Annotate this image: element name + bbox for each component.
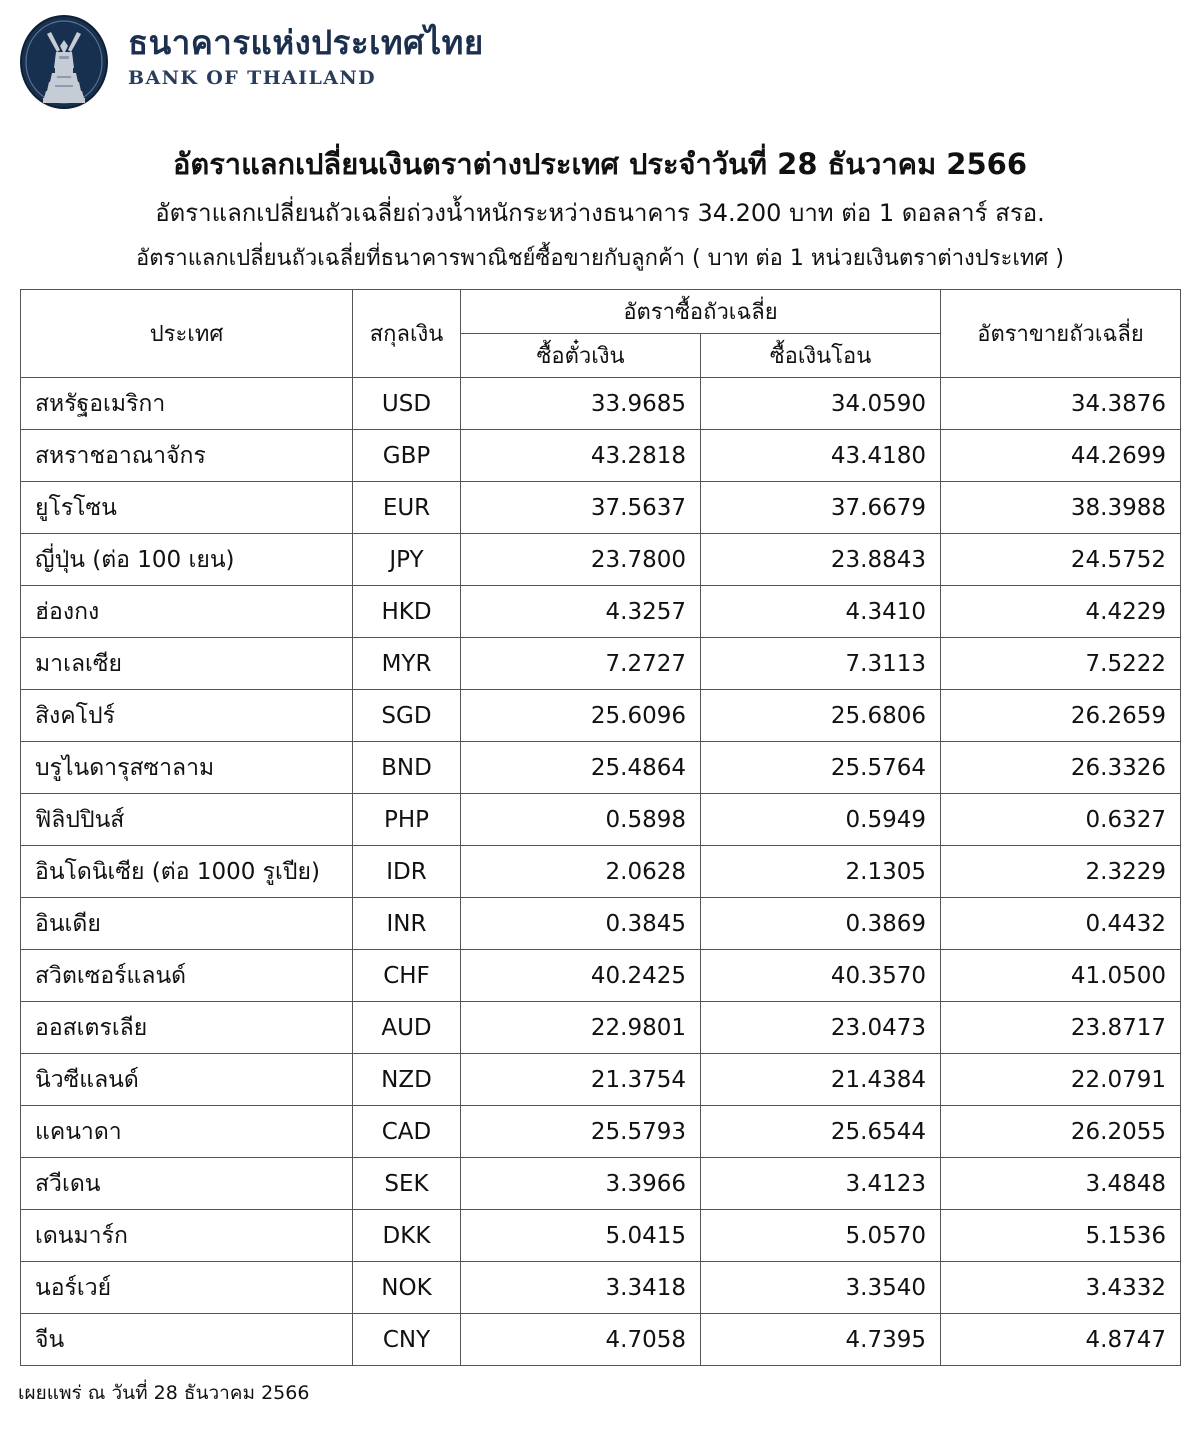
table-row (21, 846, 1181, 898)
table-row (21, 1262, 1181, 1314)
table-row (21, 638, 1181, 690)
cell-sell-rate: 24.5752 (941, 534, 1181, 586)
cell-currency-code: USD (353, 378, 461, 430)
cell-sell-rate: 23.8717 (941, 1002, 1181, 1054)
cell-buy-transfer: 3.4123 (701, 1158, 941, 1210)
cell-sell-rate: 34.3876 (941, 378, 1181, 430)
cell-sell-rate: 0.4432 (941, 898, 1181, 950)
cell-country: สหราชอาณาจักร (21, 430, 353, 482)
cell-buy-bill: 2.0628 (461, 846, 701, 898)
cell-buy-bill: 23.7800 (461, 534, 701, 586)
cell-currency-code: MYR (353, 638, 461, 690)
cell-buy-transfer: 25.6544 (701, 1106, 941, 1158)
cell-currency-code: SGD (353, 690, 461, 742)
cell-currency-code: GBP (353, 430, 461, 482)
cell-buy-bill: 0.3845 (461, 898, 701, 950)
cell-buy-transfer: 4.7395 (701, 1314, 941, 1366)
cell-buy-bill: 40.2425 (461, 950, 701, 1002)
cell-country: นิวซีแลนด์ (21, 1054, 353, 1106)
table-row (21, 586, 1181, 638)
cell-country: เดนมาร์ก (21, 1210, 353, 1262)
cell-buy-bill: 3.3418 (461, 1262, 701, 1314)
cell-country: ออสเตรเลีย (21, 1002, 353, 1054)
cell-buy-transfer: 40.3570 (701, 950, 941, 1002)
cell-buy-bill: 25.6096 (461, 690, 701, 742)
publication-note: เผยแพร่ ณ วันที่ 28 ธันวาคม 2566 (18, 1382, 310, 1405)
cell-sell-rate: 4.8747 (941, 1314, 1181, 1366)
table-row (21, 534, 1181, 586)
brand-name-english: BANK OF THAILAND (128, 67, 377, 90)
cell-country: จีน (21, 1314, 353, 1366)
cell-sell-rate: 26.3326 (941, 742, 1181, 794)
cell-buy-transfer: 7.3113 (701, 638, 941, 690)
cell-currency-code: CHF (353, 950, 461, 1002)
title-block (0, 118, 1200, 273)
brand-name-thai: ธนาคารแห่งประเทศไทย (128, 23, 484, 62)
cell-currency-code: HKD (353, 586, 461, 638)
cell-sell-rate: 2.3229 (941, 846, 1181, 898)
cell-buy-transfer: 2.1305 (701, 846, 941, 898)
cell-currency-code: INR (353, 898, 461, 950)
commercial-bank-rate-subtitle: อัตราแลกเปลี่ยนถัวเฉลี่ยที่ธนาคารพาณิชย์ซื้อขายกับลูกค้า ( บาท ต่อ 1 หน่วยเงินตราต่างประเทศ ) (136, 245, 1064, 271)
cell-buy-bill: 4.3257 (461, 586, 701, 638)
cell-buy-transfer: 0.5949 (701, 794, 941, 846)
column-header-currency: สกุลเงิน (353, 290, 461, 378)
column-header-buy-transfer: ซื้อเงินโอน (701, 334, 941, 378)
cell-currency-code: NOK (353, 1262, 461, 1314)
cell-currency-code: CNY (353, 1314, 461, 1366)
cell-country: ญี่ปุ่น (ต่อ 100 เยน) (21, 534, 353, 586)
cell-country: บรูไนดารุสซาลาม (21, 742, 353, 794)
cell-buy-transfer: 0.3869 (701, 898, 941, 950)
brand-text (128, 12, 484, 88)
cell-buy-transfer: 25.6806 (701, 690, 941, 742)
cell-country: อินโดนิเซีย (ต่อ 1000 รูเปีย) (21, 846, 353, 898)
table-body (21, 378, 1181, 1366)
table-row (21, 742, 1181, 794)
cell-sell-rate: 41.0500 (941, 950, 1181, 1002)
cell-country: สวิตเซอร์แลนด์ (21, 950, 353, 1002)
bank-of-thailand-seal-icon (16, 12, 112, 112)
table-row (21, 1054, 1181, 1106)
table-row (21, 950, 1181, 1002)
cell-buy-transfer: 3.3540 (701, 1262, 941, 1314)
column-header-country: ประเทศ (21, 290, 353, 378)
exchange-rate-table-container (20, 289, 1180, 1366)
cell-sell-rate: 38.3988 (941, 482, 1181, 534)
cell-currency-code: IDR (353, 846, 461, 898)
table-row (21, 1106, 1181, 1158)
interbank-rate-subtitle: อัตราแลกเปลี่ยนถัวเฉลี่ยถ่วงน้ำหนักระหว่างธนาคาร 34.200 บาท ต่อ 1 ดอลลาร์ สรอ. (155, 198, 1045, 227)
cell-currency-code: CAD (353, 1106, 461, 1158)
cell-buy-transfer: 43.4180 (701, 430, 941, 482)
cell-country: แคนาดา (21, 1106, 353, 1158)
cell-currency-code: AUD (353, 1002, 461, 1054)
cell-buy-transfer: 34.0590 (701, 378, 941, 430)
cell-sell-rate: 5.1536 (941, 1210, 1181, 1262)
cell-buy-bill: 5.0415 (461, 1210, 701, 1262)
cell-sell-rate: 0.6327 (941, 794, 1181, 846)
cell-country: ฟิลิปปินส์ (21, 794, 353, 846)
cell-sell-rate: 4.4229 (941, 586, 1181, 638)
table-row (21, 430, 1181, 482)
exchange-rate-table (20, 289, 1181, 1366)
table-row (21, 1210, 1181, 1262)
cell-buy-transfer: 25.5764 (701, 742, 941, 794)
cell-buy-transfer: 4.3410 (701, 586, 941, 638)
cell-buy-transfer: 23.0473 (701, 1002, 941, 1054)
table-row (21, 690, 1181, 742)
cell-currency-code: PHP (353, 794, 461, 846)
cell-country: ยูโรโซน (21, 482, 353, 534)
cell-buy-bill: 37.5637 (461, 482, 701, 534)
cell-sell-rate: 3.4848 (941, 1158, 1181, 1210)
column-header-buy-bill: ซื้อตั๋วเงิน (461, 334, 701, 378)
cell-buy-transfer: 23.8843 (701, 534, 941, 586)
cell-country: สหรัฐอเมริกา (21, 378, 353, 430)
table-row (21, 794, 1181, 846)
cell-currency-code: NZD (353, 1054, 461, 1106)
cell-buy-bill: 0.5898 (461, 794, 701, 846)
cell-buy-bill: 43.2818 (461, 430, 701, 482)
cell-currency-code: JPY (353, 534, 461, 586)
cell-country: มาเลเซีย (21, 638, 353, 690)
cell-buy-bill: 22.9801 (461, 1002, 701, 1054)
table-row (21, 482, 1181, 534)
cell-currency-code: DKK (353, 1210, 461, 1262)
cell-buy-bill: 25.4864 (461, 742, 701, 794)
cell-sell-rate: 44.2699 (941, 430, 1181, 482)
cell-buy-bill: 25.5793 (461, 1106, 701, 1158)
cell-currency-code: BND (353, 742, 461, 794)
cell-buy-transfer: 21.4384 (701, 1054, 941, 1106)
cell-country: สวีเดน (21, 1158, 353, 1210)
cell-buy-bill: 3.3966 (461, 1158, 701, 1210)
page-title: อัตราแลกเปลี่ยนเงินตราต่างประเทศ ประจำวันที่ 28 ธันวาคม 2566 (172, 147, 1028, 181)
cell-country: อินเดีย (21, 898, 353, 950)
cell-sell-rate: 26.2055 (941, 1106, 1181, 1158)
cell-country: สิงคโปร์ (21, 690, 353, 742)
cell-sell-rate: 22.0791 (941, 1054, 1181, 1106)
cell-sell-rate: 7.5222 (941, 638, 1181, 690)
cell-currency-code: EUR (353, 482, 461, 534)
column-header-sell-rate: อัตราขายถัวเฉลี่ย (941, 290, 1181, 378)
table-row (21, 898, 1181, 950)
table-header-row-top (21, 290, 1181, 334)
cell-country: นอร์เวย์ (21, 1262, 353, 1314)
table-row (21, 1002, 1181, 1054)
cell-buy-bill: 21.3754 (461, 1054, 701, 1106)
table-row (21, 1158, 1181, 1210)
cell-buy-transfer: 5.0570 (701, 1210, 941, 1262)
cell-buy-transfer: 37.6679 (701, 482, 941, 534)
table-row (21, 1314, 1181, 1366)
cell-buy-bill: 7.2727 (461, 638, 701, 690)
table-header (21, 290, 1181, 378)
cell-sell-rate: 26.2659 (941, 690, 1181, 742)
cell-country: ฮ่องกง (21, 586, 353, 638)
cell-sell-rate: 3.4332 (941, 1262, 1181, 1314)
cell-buy-bill: 4.7058 (461, 1314, 701, 1366)
masthead (0, 0, 1200, 118)
cell-currency-code: SEK (353, 1158, 461, 1210)
column-header-buy-group: อัตราซื้อถัวเฉลี่ย (461, 290, 941, 334)
cell-buy-bill: 33.9685 (461, 378, 701, 430)
table-row (21, 378, 1181, 430)
